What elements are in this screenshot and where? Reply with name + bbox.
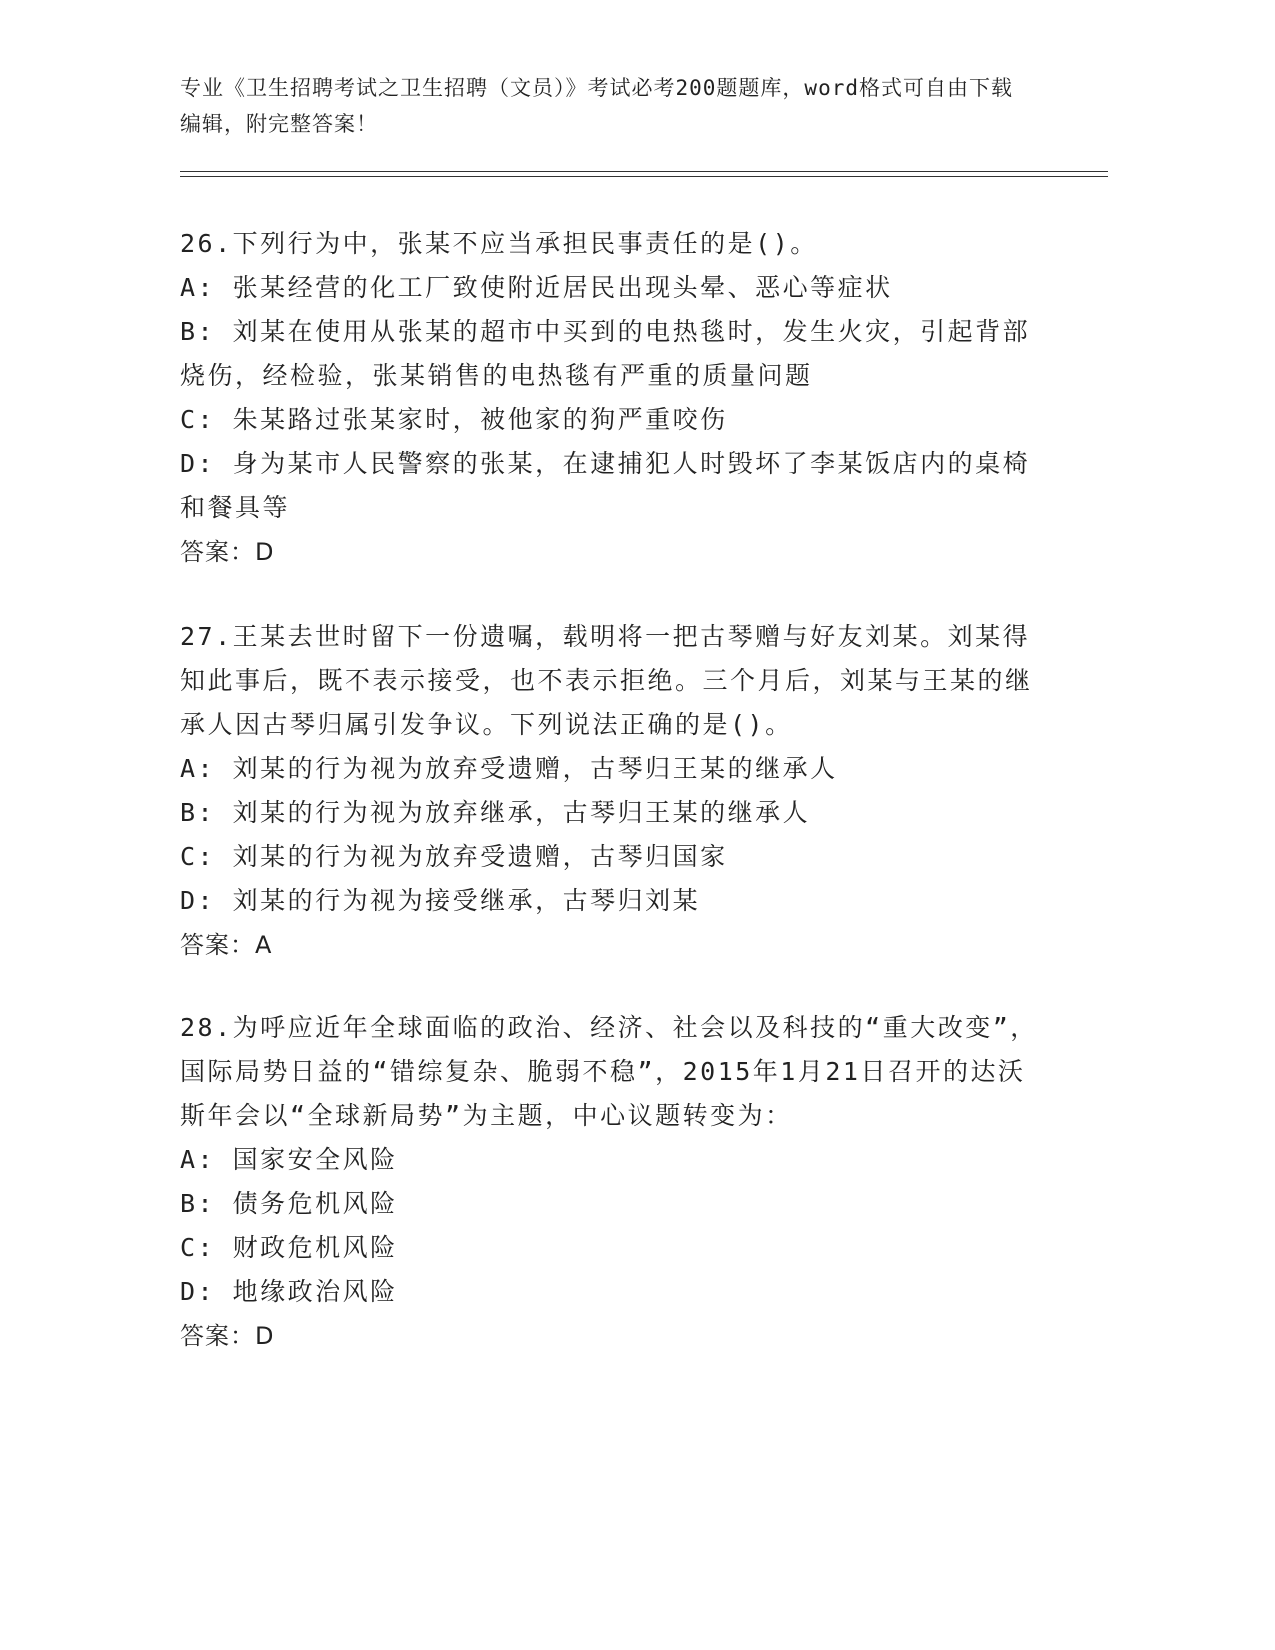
option-a: A: 刘某的行为视为放弃受遗赠，古琴归王某的继承人 bbox=[180, 754, 838, 783]
question-28 bbox=[180, 1006, 1040, 1358]
document-header: 专业《卫生招聘考试之卫生招聘（文员）》考试必考200题题库，word格式可自由下载编辑，附完整答案！ bbox=[180, 76, 1013, 136]
answer: 答案：D bbox=[180, 538, 275, 566]
header-divider-bottom bbox=[180, 176, 1108, 177]
question-27 bbox=[180, 615, 1040, 967]
option-b: B: 刘某在使用从张某的超市中买到的电热毯时，发生火灾，引起背部烧伤，经检验，张某销售的电热毯有严重的质量问题 bbox=[180, 317, 1031, 390]
option-b: B: 刘某的行为视为放弃继承，古琴归王某的继承人 bbox=[180, 798, 811, 827]
question-stem: 26.下列行为中，张某不应当承担民事责任的是()。 bbox=[180, 229, 818, 258]
option-d: D: 身为某市人民警察的张某，在逮捕犯人时毁坏了李某饭店内的桌椅和餐具等 bbox=[180, 449, 1031, 522]
option-d: D: 刘某的行为视为接受继承，古琴归刘某 bbox=[180, 886, 701, 915]
question-26 bbox=[180, 222, 1040, 574]
option-a: A: 国家安全风险 bbox=[180, 1145, 398, 1174]
option-b: B: 债务危机风险 bbox=[180, 1189, 398, 1218]
answer: 答案：A bbox=[180, 931, 273, 959]
option-c: C: 朱某路过张某家时，被他家的狗严重咬伤 bbox=[180, 405, 728, 434]
option-c: C: 财政危机风险 bbox=[180, 1233, 398, 1262]
answer: 答案：D bbox=[180, 1322, 275, 1350]
header-divider-top bbox=[180, 171, 1108, 172]
question-stem: 28.为呼应近年全球面临的政治、经济、社会以及科技的“重大改变”，国际局势日益的“错综复杂、脆弱不稳”，2015年1月21日召开的达沃斯年会以“全球新局势”为主题，中心议题转变为： bbox=[180, 1013, 1038, 1130]
option-a: A: 张某经营的化工厂致使附近居民出现头晕、恶心等症状 bbox=[180, 273, 893, 302]
question-stem: 27.王某去世时留下一份遗嘱，载明将一把古琴赠与好友刘某。刘某得知此事后，既不表示接受，也不表示拒绝。三个月后，刘某与王某的继承人因古琴归属引发争议。下列说法正确的是()。 bbox=[180, 622, 1033, 739]
option-d: D: 地缘政治风险 bbox=[180, 1277, 398, 1306]
option-c: C: 刘某的行为视为放弃受遗赠，古琴归国家 bbox=[180, 842, 728, 871]
